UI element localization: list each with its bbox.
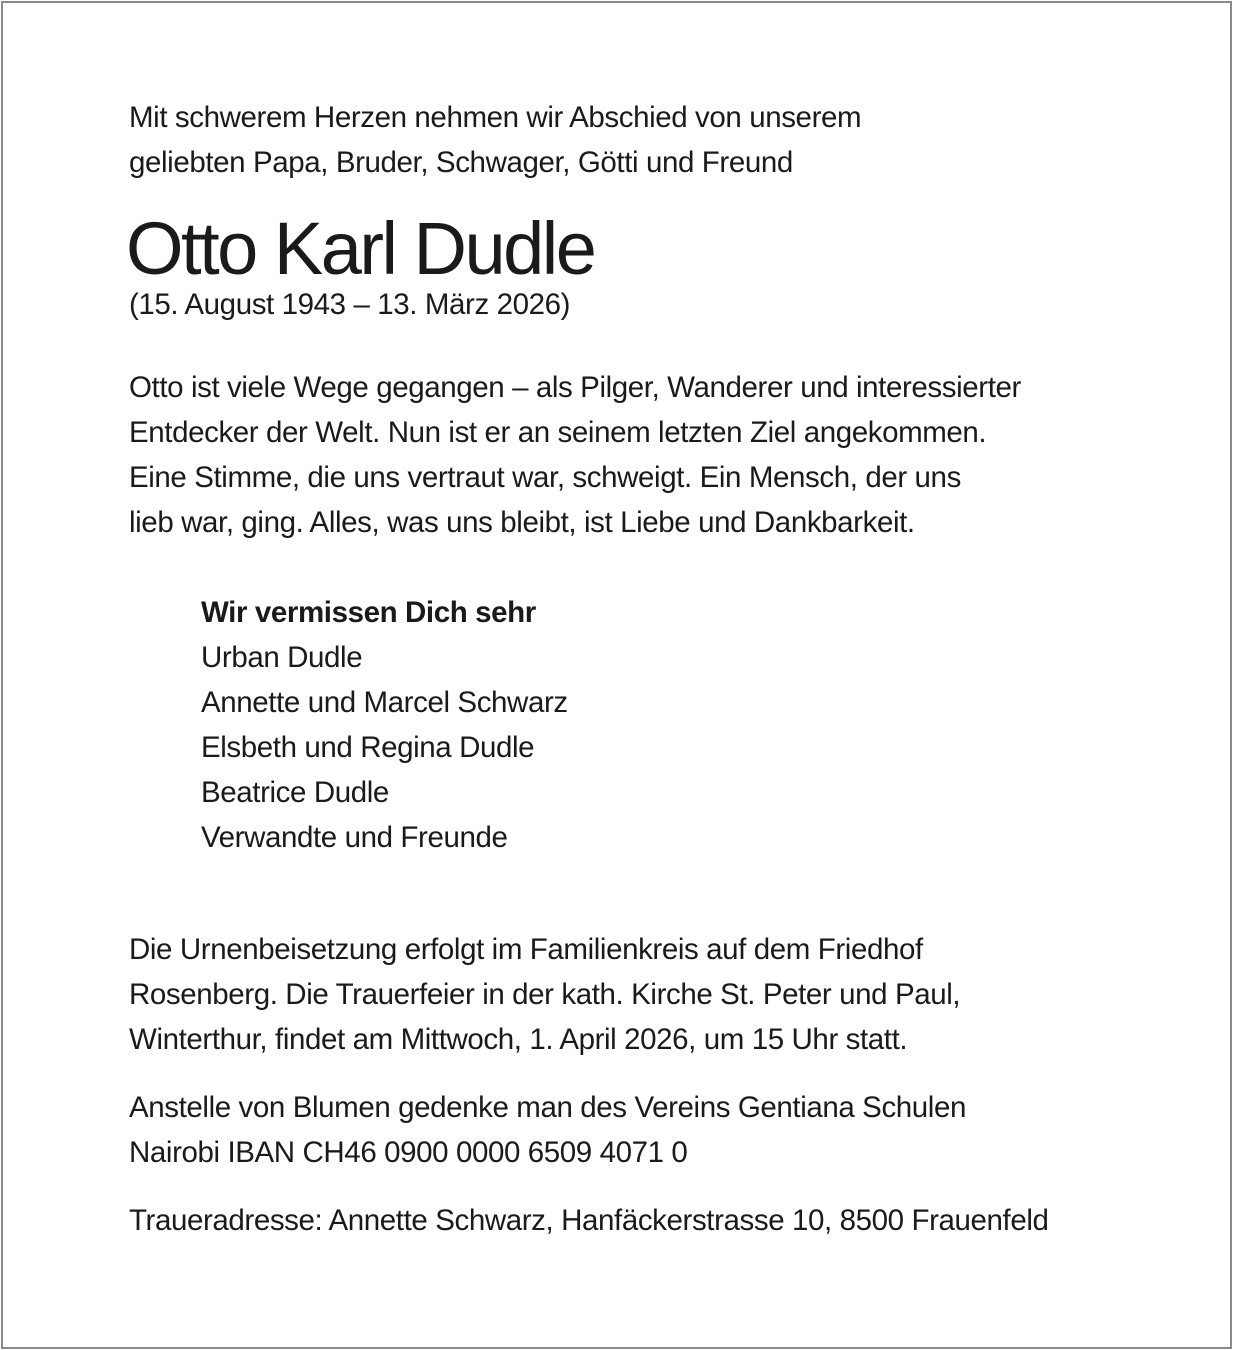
intro-line: Mit schwerem Herzen nehmen wir Abschied von unserem — [129, 101, 862, 134]
intro-line: geliebten Papa, Bruder, Schwager, Götti und Freund — [129, 146, 793, 179]
tribute-line: lieb war, ging. Alles, was uns bleibt, ist Liebe und Dankbarkeit. — [129, 506, 915, 539]
mourner-name: Beatrice Dudle — [201, 776, 389, 809]
life-dates: (15. August 1943 – 13. März 2026) — [129, 288, 571, 321]
funeral-line: Die Urnenbeisetzung erfolgt im Familienkreis auf dem Friedhof — [129, 933, 923, 966]
mourner-name: Verwandte und Freunde — [201, 821, 508, 854]
funeral-line: Rosenberg. Die Trauerfeier in der kath. Kirche St. Peter und Paul, — [129, 978, 961, 1011]
mourners-list — [201, 590, 1189, 860]
donation-note — [129, 1085, 1189, 1175]
tribute-line: Entdecker der Welt. Nun ist er an seinem letzten Ziel angekommen. — [129, 416, 987, 449]
funeral-details — [129, 927, 1189, 1062]
tribute-line: Eine Stimme, die uns vertraut war, schweigt. Ein Mensch, der uns — [129, 461, 961, 494]
tribute-line: Otto ist viele Wege gegangen – als Pilger, Wanderer und interessierter — [129, 371, 1021, 404]
mourner-name: Elsbeth und Regina Dudle — [201, 731, 535, 764]
intro-text — [129, 95, 1189, 185]
mourner-name: Urban Dudle — [201, 641, 363, 674]
mourners-heading: Wir vermissen Dich sehr — [201, 596, 536, 629]
mourner-name: Annette und Marcel Schwarz — [201, 686, 568, 719]
funeral-line: Winterthur, findet am Mittwoch, 1. April 2026, um 15 Uhr statt. — [129, 1023, 908, 1056]
tribute-text — [129, 365, 1189, 545]
donation-line: Anstelle von Blumen gedenke man des Vereins Gentiana Schulen — [129, 1091, 966, 1124]
donation-line: Nairobi IBAN CH46 0900 0000 6509 4071 0 — [129, 1136, 688, 1169]
deceased-name: Otto Karl Dudle — [126, 207, 595, 290]
mourning-address: Traueradresse: Annette Schwarz, Hanfäckerstrasse 10, 8500 Frauenfeld — [129, 1204, 1049, 1237]
obituary-content — [126, 95, 1189, 1243]
